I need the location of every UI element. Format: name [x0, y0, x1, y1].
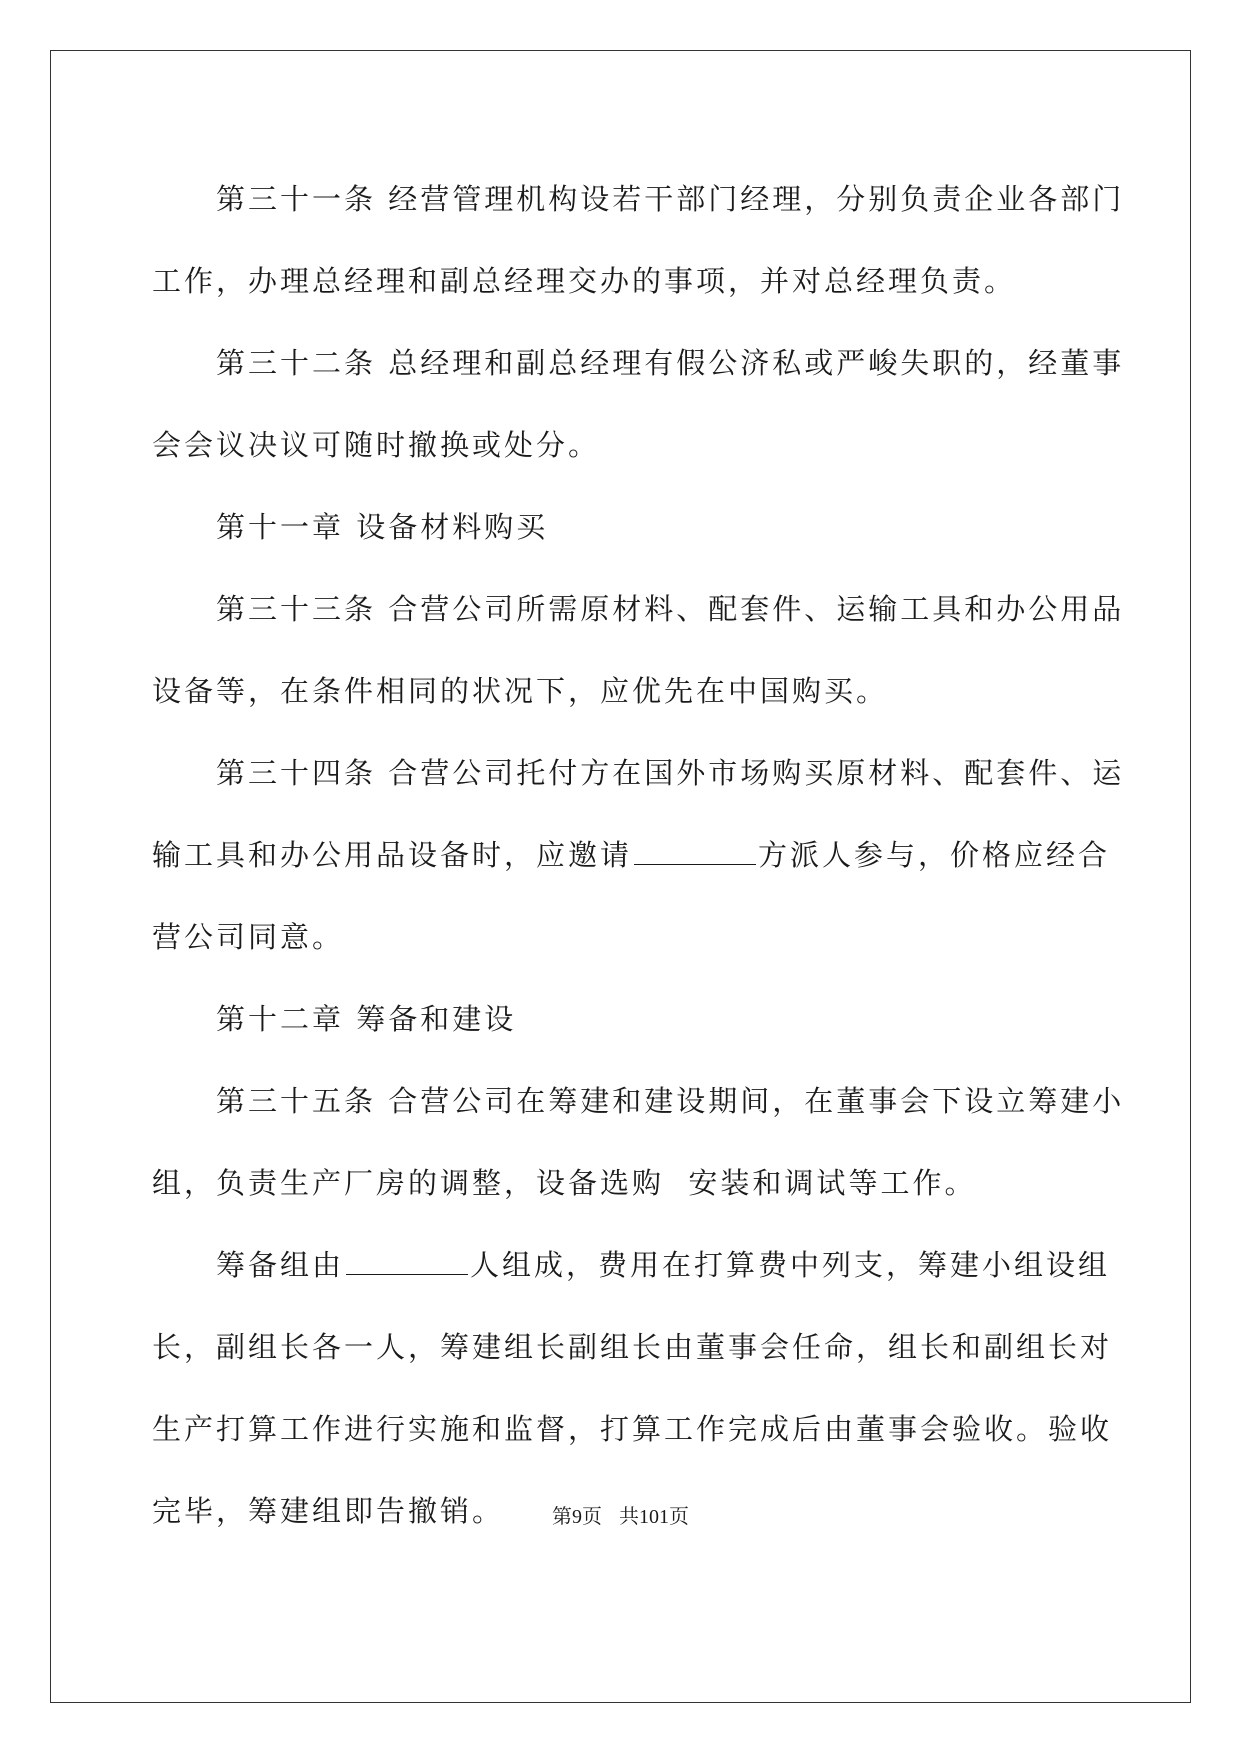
article-35-line-1: 第三十五条 合营公司在筹建和建设期间，在董事会下设立筹建小: [216, 1084, 1125, 1118]
total-pages: 共101页: [619, 1506, 689, 1528]
article-34-line-2-after-blank: 方派人参与，价格应经合: [758, 838, 1111, 872]
prep-group-before-blank: 筹备组由: [216, 1248, 345, 1282]
article-31-line-1: 第三十一条 经营管理机构设若干部门经理，分别负责企业各部门: [216, 182, 1125, 216]
prep-group-line-3: 生产打算工作进行实施和监督，打算工作完成后由董事会验收。验收: [152, 1412, 1113, 1446]
chapter-12-heading: 第十二章 筹备和建设: [216, 1002, 517, 1036]
article-32-line-1: 第三十二条 总经理和副总经理有假公济私或严峻失职的，经董事: [216, 346, 1125, 380]
fill-in-blank[interactable]: [346, 1246, 468, 1275]
article-33-line-1: 第三十三条 合营公司所需原材料、配套件、运输工具和办公用品: [216, 592, 1125, 626]
article-32-line-2: 会会议决议可随时撤换或处分。: [152, 428, 601, 462]
article-35-line-2: 组，负责生产厂房的调整，设备选购 安装和调试等工作。: [152, 1166, 977, 1200]
article-34-line-2: [152, 814, 1111, 896]
page-footer: [0, 1500, 1241, 1529]
prep-group-after-blank: 人组成，费用在打算费中列支，筹建小组设组: [470, 1248, 1111, 1282]
article-34-line-3: 营公司同意。: [152, 920, 345, 954]
prep-group-line-2: 长，副组长各一人，筹建组长副组长由董事会任命，组长和副组长对: [152, 1330, 1113, 1364]
article-31-line-2: 工作，办理总经理和副总经理交办的事项，并对总经理负责。: [152, 264, 1017, 298]
article-33-line-2: 设备等，在条件相同的状况下，应优先在中国购买。: [152, 674, 889, 708]
chapter-11-heading: 第十一章 设备材料购买: [216, 510, 549, 544]
prep-group-line-4: 完毕，筹建组即告撤销。: [152, 1494, 505, 1528]
page-number: 第9页: [552, 1506, 602, 1528]
article-34-line-2-before-blank: 输工具和办公用品设备时，应邀请: [152, 838, 633, 872]
fill-in-blank[interactable]: [634, 836, 756, 865]
document-body: [152, 158, 1125, 1552]
prep-group-line-1: [152, 1224, 1111, 1306]
article-34-line-1: 第三十四条 合营公司托付方在国外市场购买原材料、配套件、运: [216, 756, 1125, 790]
